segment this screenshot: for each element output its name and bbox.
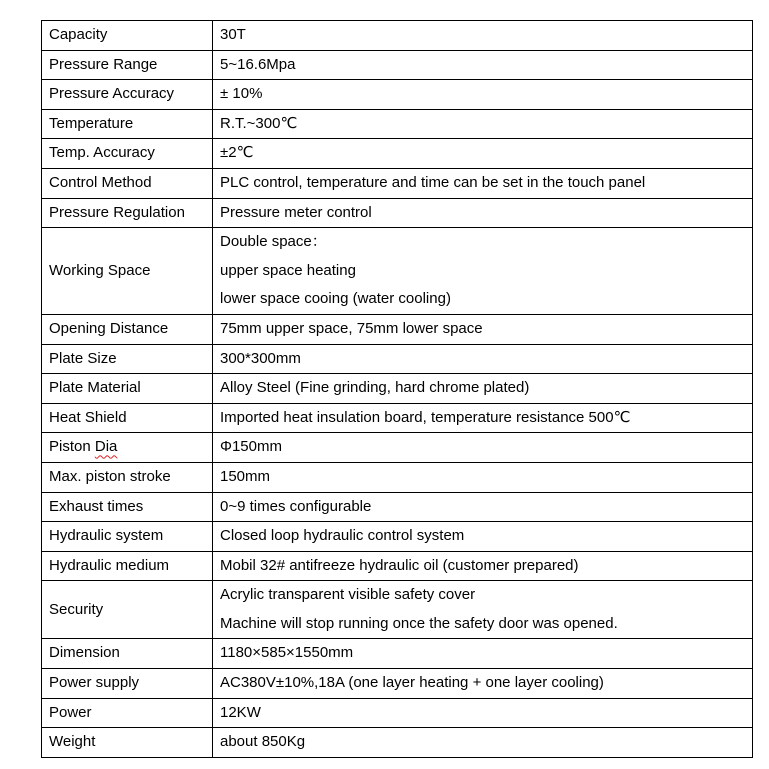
table-row [42, 50, 753, 80]
spec-label: Plate Material [42, 374, 213, 404]
table-row [42, 462, 753, 492]
spec-label: Pressure Regulation [42, 198, 213, 228]
spec-value: AC380V±10%,18A (one layer heating + one layer cooling) [213, 669, 753, 699]
table-row [42, 403, 753, 433]
spec-label: Capacity [42, 21, 213, 51]
table-row [42, 492, 753, 522]
spec-label-part: Piston [49, 438, 95, 456]
spec-value: PLC control, temperature and time can be set in the touch panel [213, 168, 753, 198]
spec-label: Power supply [42, 669, 213, 699]
spec-value: Mobil 32# antifreeze hydraulic oil (customer prepared) [213, 551, 753, 581]
spec-label: Working Space [42, 228, 213, 315]
spec-label: Opening Distance [42, 314, 213, 344]
spec-value-line: Double space： [220, 233, 327, 251]
spec-value: Imported heat insulation board, temperature resistance 500℃ [213, 403, 753, 433]
spec-label: Dimension [42, 639, 213, 669]
spec-label: Max. piston stroke [42, 462, 213, 492]
spec-value: 300*300mm [213, 344, 753, 374]
spec-value: 12KW [213, 698, 753, 728]
spec-value: Closed loop hydraulic control system [213, 522, 753, 552]
table-row [42, 728, 753, 758]
spec-value: 30T [213, 21, 753, 51]
spec-value: Alloy Steel (Fine grinding, hard chrome plated) [213, 374, 753, 404]
spec-label: Security [42, 581, 213, 639]
table-row [42, 21, 753, 51]
spec-value [213, 581, 753, 639]
table-row [42, 639, 753, 669]
table-row [42, 109, 753, 139]
spec-value: 150mm [213, 462, 753, 492]
table-row [42, 581, 753, 639]
spec-value: R.T.~300℃ [213, 109, 753, 139]
spec-value: 5~16.6Mpa [213, 50, 753, 80]
specification-table [41, 20, 753, 758]
spec-value-line: upper space heating [220, 261, 356, 279]
spec-label: Hydraulic medium [42, 551, 213, 581]
spec-value: 75mm upper space, 75mm lower space [213, 314, 753, 344]
table-row [42, 551, 753, 581]
table-row [42, 80, 753, 110]
table-row [42, 669, 753, 699]
spec-value [213, 228, 753, 315]
spec-value: about 850Kg [213, 728, 753, 758]
spec-label: Power [42, 698, 213, 728]
spec-value-line: Acrylic transparent visible safety cover [220, 586, 476, 604]
spec-label: Pressure Accuracy [42, 80, 213, 110]
spec-value: 1180×585×1550mm [213, 639, 753, 669]
spec-label [42, 433, 213, 463]
table-row [42, 139, 753, 169]
spec-label: Weight [42, 728, 213, 758]
spec-value: ± 10% [213, 80, 753, 110]
spec-value-line: lower space cooing (water cooling) [220, 290, 451, 308]
spec-value: ±2℃ [213, 139, 753, 169]
table-row [42, 522, 753, 552]
spec-label: Control Method [42, 168, 213, 198]
spec-value: Φ150mm [213, 433, 753, 463]
spec-value-line: Machine will stop running once the safety door was opened. [220, 614, 618, 632]
table-row [42, 698, 753, 728]
spec-value: 0~9 times configurable [213, 492, 753, 522]
spec-label: Hydraulic system [42, 522, 213, 552]
spec-value: Pressure meter control [213, 198, 753, 228]
table-row [42, 314, 753, 344]
spec-label: Heat Shield [42, 403, 213, 433]
table-row [42, 374, 753, 404]
table-row [42, 344, 753, 374]
table-row [42, 228, 753, 315]
spec-label: Plate Size [42, 344, 213, 374]
spec-label: Exhaust times [42, 492, 213, 522]
spell-check-underline: Dia [94, 438, 118, 456]
spec-label: Temp. Accuracy [42, 139, 213, 169]
spec-label: Pressure Range [42, 50, 213, 80]
spec-label: Temperature [42, 109, 213, 139]
table-row [42, 198, 753, 228]
table-row [42, 433, 753, 463]
table-row [42, 168, 753, 198]
